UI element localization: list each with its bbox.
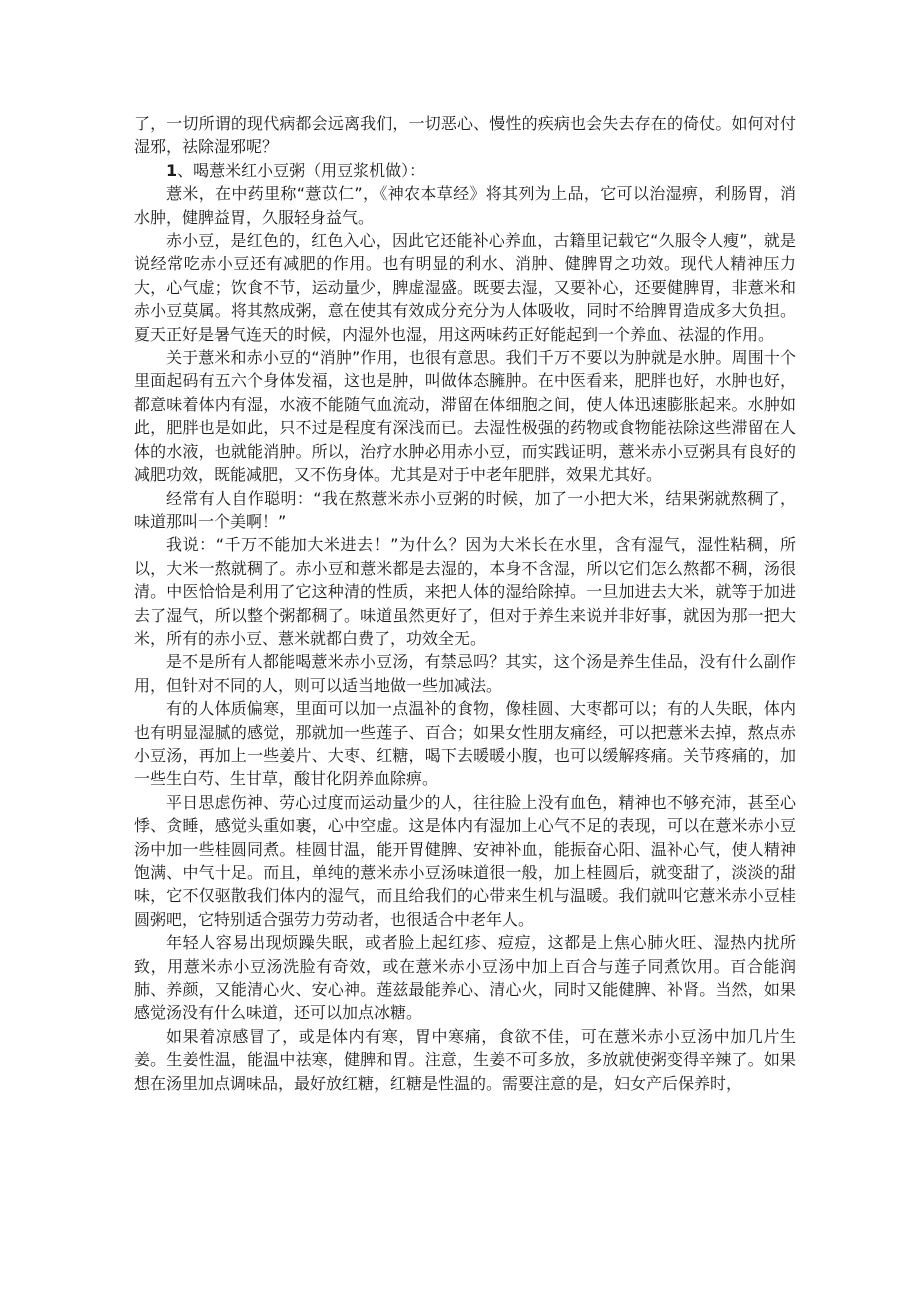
paragraph-chixiaodou: 赤小豆，是红色的，红色入心，因此它还能补心养血，古籍里记载它“久服令人瘦”，就是说经常吃赤小豆还有减肥的作用。也有明显的利水、消肿、健脾胃之功效。现代人精神压力大，心气虚；饮食不节，运动量少，脾虚湿盛。既要去湿，又要补心，还要健脾胃，非薏米和赤小豆莫属。将其熬成粥，意在使其有效成分充分为人体吸收，同时不给脾胃造成多大负担。夏天正好是暑气连天的时候，内湿外也湿，用这两味药正好能起到一个养血、祛湿的作用。 bbox=[134, 231, 796, 344]
section-heading-number: 1 bbox=[166, 160, 178, 180]
intro-paragraph: 了，一切所谓的现代病都会远离我们，一切恶心、慢性的疾病也会失去存在的倚仗。如何对付湿邪，祛除湿邪呢？ bbox=[134, 114, 796, 157]
section-heading-text: 、喝薏米红小豆粥（用豆浆机做）： bbox=[177, 160, 426, 180]
paragraph-young-people: 年轻人容易出现烦躁失眠，或者脸上起红疹、痘痘，这都是上焦心肺火旺、湿热内扰所致，用薏米赤小豆汤洗脸有奇效，或在薏米赤小豆汤中加上百合与莲子同煮饮用。百合能润肺、养颜，又能清心火、安心神。莲兹最能养心、清心火，同时又能健脾、补肾。当然，如果感觉汤没有什么味道，还可以加点冰糖。 bbox=[134, 933, 796, 1023]
section-heading bbox=[134, 159, 796, 182]
paragraph-quote: 经常有人自作聪明：“我在熬薏米赤小豆粥的时候，加了一小把大米，结果粥就熬稠了，味道那叫一个美啊！” bbox=[134, 488, 796, 531]
paragraph-yimi: 薏米，在中药里称“薏苡仁”，《神农本草经》将其列为上品，它可以治湿痹，利肠胃，消水肿，健脾益胃，久服轻身益气。 bbox=[134, 184, 796, 227]
paragraph-xiaozhong: 关于薏米和赤小豆的“消肿”作用，也很有意思。我们千万不要以为肿就是水肿。周围十个里面起码有五六个身体发福，这也是肿，叫做体态臃肿。在中医看来，肥胖也好，水肿也好，都意味着体内有湿，水液不能随气血流动，滞留在体细胞之间，使人体迅速膨胀起来。水肿如此，肥胖也是如此，只不过是程度有深浅而已。去湿性极强的药物或食物能祛除这些滞留在人体的水液，也就能消肿。所以，治疗水肿必用赤小豆，而实践证明，薏米赤小豆粥具有良好的减肥功效，既能减肥，又不伤身体。尤其是对于中老年肥胖，效果尤其好。 bbox=[134, 348, 796, 485]
paragraph-guiyuan: 平日思虑伤神、劳心过度而运动量少的人，往往脸上没有血色，精神也不够充沛，甚至心悸、贪睡，感觉头重如裹，心中空虚。这是体内有湿加上心气不足的表现，可以在薏米赤小豆汤中加一些桂圆同煮。桂圆甘温，能开胃健脾、安神补血，能振奋心阳、温补心气，使人精神饱满、中气十足。而且，单纯的薏米赤小豆汤味道很一般，加上桂圆后，就变甜了，淡淡的甜味，它不仅驱散我们体内的湿气，而且给我们的心带来生机与温暖。我们就叫它薏米赤小豆桂圆粥吧，它特别适合强劳力劳动者，也很适合中老年人。 bbox=[134, 792, 796, 929]
document-body bbox=[134, 112, 796, 1095]
paragraph-cold: 如果着凉感冒了，或是体内有寒，胃中寒痛，食欲不佳，可在薏米赤小豆汤中加几片生姜。生姜性温，能温中祛寒，健脾和胃。注意，生姜不可多放，多放就使粥变得辛辣了。如果想在汤里加点调味品，最好放红糖，红糖是性温的。需要注意的是，妇女产后保养时， bbox=[134, 1026, 796, 1093]
paragraph-no-rice: 我说：“千万不能加大米进去！”为什么？因为大米长在水里，含有湿气，湿性粘稠，所以，大米一熬就稠了。赤小豆和薏米都是去湿的，本身不含湿，所以它们怎么熬都不稠，汤很清。中医恰恰是利用了它这种清的性质，来把人体的湿给除掉。一旦加进去大米，就等于加进去了湿气，所以整个粥都稠了。味道虽然更好了，但对于养生来说并非好事，就因为那一把大米，所有的赤小豆、薏米就都白费了，功效全无。 bbox=[134, 535, 796, 648]
paragraph-taboo: 是不是所有人都能喝薏米赤小豆汤，有禁忌吗？其实，这个汤是养生佳品，没有什么副作用，但针对不同的人，则可以适当地做一些加减法。 bbox=[134, 652, 796, 695]
paragraph-body-types: 有的人体质偏寒，里面可以加一点温补的食物，像桂圆、大枣都可以；有的人失眠，体内也有明显湿腻的感觉，那就加一些莲子、百合；如果女性朋友痛经，可以把薏米去掉，熬点赤小豆汤，再加上一些姜片、大枣、红糖，喝下去暖暖小腹，也可以缓解疼痛。关节疼痛的，加一些生白芍、生甘草，酸甘化阴养血除痹。 bbox=[134, 699, 796, 789]
